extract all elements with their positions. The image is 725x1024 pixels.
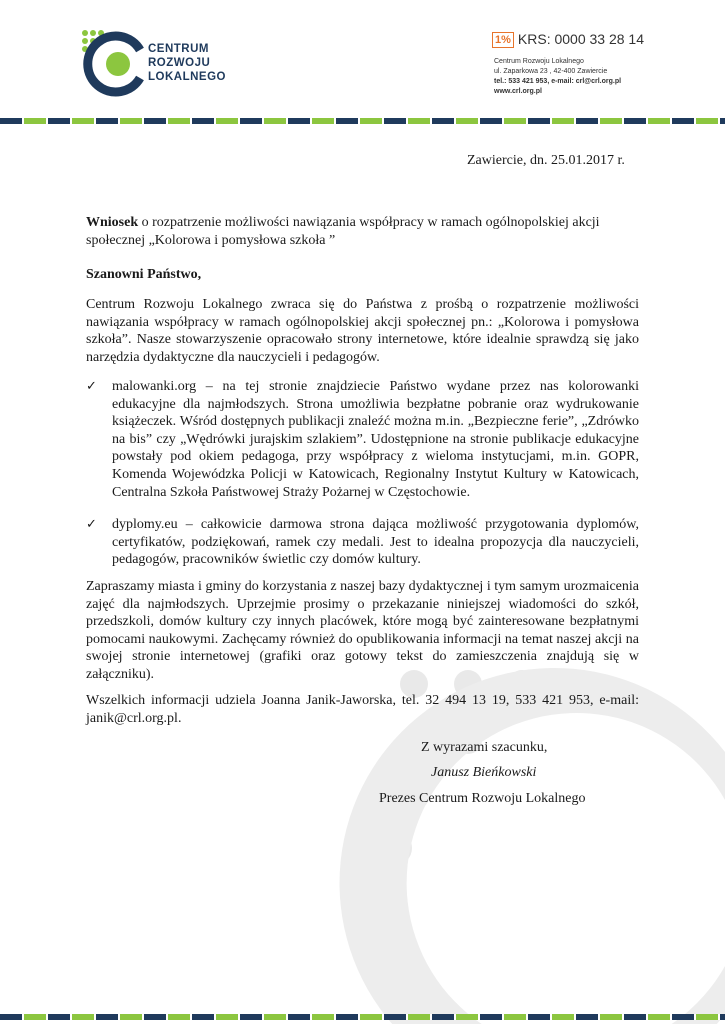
list-item-text: malowanki.org – na tej stronie znajdziecie Państwo wydane przez nas kolorowanki edukacyjne dla najmłodszych. Strona umożliwia bezpłatne pobranie oraz wydrukowanie książeczek. Wśród dostępnych publikacji znaleźć można m.in. „Bezpieczne ferie”, „Zdrówko na bis” czy „Wędrówki jurajskim szlakiem”. Udostępnione na stronie publikacje edukacyjne powstały pod okiem pedagoga, przy współpracy z wieloma instytucjami, m.in. GOPR, Komenda Wojewódzka Policji w Katowicach, Regionalny Instytut Kultury w Katowicach, Centralna Szkoła Państwowej Straży Pożarnej w Częstochowie.: [112, 379, 639, 500]
signer-name: Janusz Bieńkowski: [431, 765, 537, 780]
greeting: Szanowni Państwo,: [86, 267, 202, 282]
address-line: ul. Zaparkowa 23 , 42-400 Zawiercie: [494, 68, 608, 75]
closing-phrase: Z wyrazami szacunku,: [421, 740, 548, 755]
paragraph-intro: Centrum Rozwoju Lokalnego zwraca się do Państwa z prośbą o rozpatrzenie możliwości nawiązania współpracy w ramach ogólnopolskiej akcji społecznej pn.: „Kolorowa i pomysłowa szkoła”. Nasze stowarzyszenie opracowało strony internetowe, które idealnie sprawdzą się jako narzędzia dydaktyczne dla nauczycieli i pedagogów.: [86, 297, 639, 365]
list-item-text: dyplomy.eu – całkowicie darmowa strona dająca możliwość przygotowania dyplomów, certyfikatów, podziękowań, ramek czy medali. Jest to idealna propozycja dla nauczycieli, pedagogów, pracowników świetlic czy domów kultury.: [112, 517, 639, 568]
check-icon: ✓: [86, 379, 97, 394]
list-item: [86, 516, 639, 569]
letter-subject: [86, 214, 646, 249]
krs-number: KRS: 0000 33 28 14: [517, 31, 645, 47]
address-line: tel.: 533 421 953, e-mail: crl@crl.org.pl: [494, 78, 622, 85]
list-item: [86, 378, 639, 501]
subject-text: o rozpatrzenie możliwości nawiązania współpracy w ramach ogólnopolskiej akcji społecznej „Kolorowa i pomysłowa szkoła ”: [86, 215, 600, 248]
paragraph-contact: Wszelkich informacji udziela Joanna Janik-Jaworska, tel. 32 494 13 19, 533 421 953, e-mail: janik@crl.org.pl.: [86, 693, 639, 726]
address-line: Centrum Rozwoju Lokalnego: [494, 58, 584, 65]
logo-wordmark: [148, 42, 226, 84]
header-divider: [0, 118, 725, 124]
subject-label: Wniosek: [86, 215, 139, 230]
paragraph-invitation: Zapraszamy miasta i gminy do korzystania z naszej bazy dydaktycznej i tym samym urozmaicenia zajęć dla najmłodszych. Uprzejmie prosimy o przekazanie niniejszej wiadomości do szkół, przedszkoli, domów kultury czy innych placówek, które mogą być zainteresowane bezpłatnymi pomocami naukowymi. Zachęcamy również do opublikowania informacji na temat naszej akcji na swojej stronie internetowej (grafiki oraz gotowy tekst do zamieszczenia znajdują się w załączniku).: [86, 579, 639, 682]
logo-line: LOKALNEGO: [148, 71, 226, 83]
logo-line: CENTRUM: [148, 43, 209, 55]
address-block: [494, 57, 621, 97]
one-percent-badge: 1%: [492, 32, 514, 48]
footer-divider: [0, 1014, 725, 1020]
signer-title: Prezes Centrum Rozwoju Lokalnego: [379, 791, 586, 806]
letter-date: Zawiercie, dn. 25.01.2017 r.: [467, 153, 625, 168]
logo-line: ROZWOJU: [148, 57, 211, 69]
address-line: www.crl.org.pl: [494, 88, 542, 95]
check-icon: ✓: [86, 517, 97, 532]
krs-info: [492, 31, 644, 48]
